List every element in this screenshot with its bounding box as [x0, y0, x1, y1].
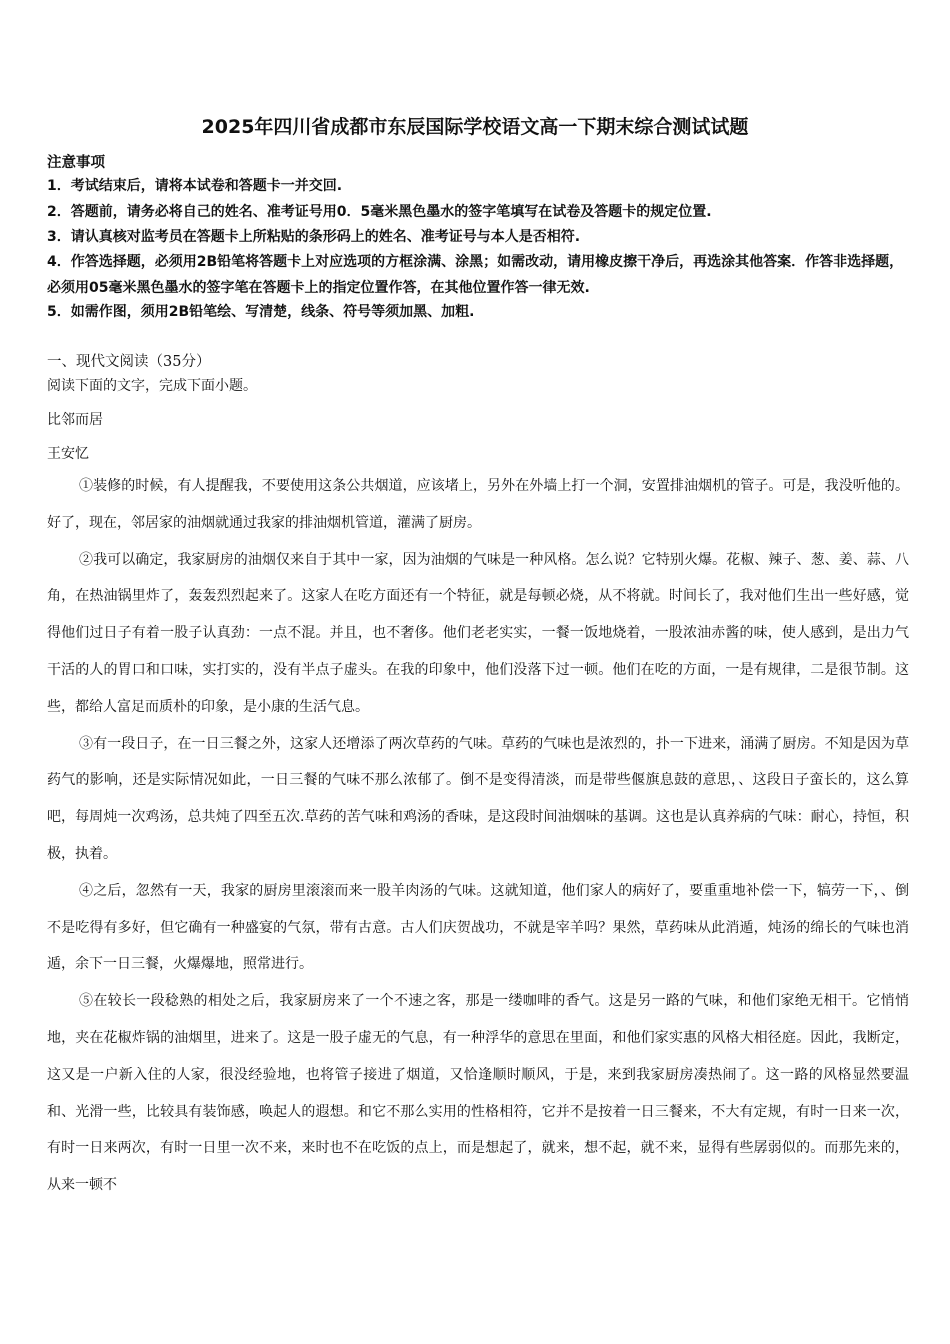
article-author: 王安忆	[47, 446, 89, 462]
notice-item-4: 4．作答选择题，必须用2B铅笔将答题卡上对应选项的方框涂满、涂黑；如需改动，请用橡皮擦干净后，再选涂其他答案．作答非选择题，必须用05毫米黑色墨水的签字笔在答题卡上的指定位置作答，在其他位置作答一律无效.	[47, 254, 904, 296]
article-title: 比邻而居	[47, 412, 103, 428]
reading-instruction: 阅读下面的文字，完成下面小题。	[47, 378, 257, 394]
notice-item-2: 2．答题前，请务必将自己的姓名、准考证号用0．5毫米黑色墨水的签字笔填写在试卷及答题卡的规定位置.	[47, 204, 712, 220]
notice-item-1: 1．考试结束后，请将本试卷和答题卡一并交回.	[47, 178, 343, 194]
notice-heading: 注意事项	[47, 155, 105, 171]
notice-item-5: 5．如需作图，须用2B铅笔绘、写清楚，线条、符号等须加黑、加粗.	[47, 304, 475, 320]
article-paragraph: ④之后，忽然有一天，我家的厨房里滚滚而来一股羊肉汤的气味。这就知道，他们家人的病好了，要重重地补偿一下，犒劳一下，、倒不是吃得有多好，但它确有一种盛宴的气氛，带有古意。古人们庆贺战功，不就是宰羊吗？果然，草药味从此消遁，炖汤的绵长的气味也消遁，余下一日三餐，火爆爆地，照常进行。	[47, 882, 909, 973]
section-heading: 一、现代文阅读（35分）	[47, 354, 211, 370]
article-paragraph: ③有一段日子，在一日三餐之外，这家人还增添了两次草药的气味。草药的气味也是浓烈的，扑一下进来，涌满了厨房。不知是因为草药气的影响，还是实际情况如此，一日三餐的气味不那么浓郁了。倒不是变得清淡，而是带些偃旗息鼓的意思，、这段日子蛮长的，这么算吧，每周炖一次鸡汤，总共炖了四至五次.草药的苦气味和鸡汤的香味，是这段时间油烟味的基调。这也是认真养病的气味：耐心，持恒，积极，执着。	[47, 735, 909, 862]
article-paragraph: ⑤在较长一段稔熟的相处之后，我家厨房来了一个不速之客，那是一缕咖啡的香气。这是另一路的气味，和他们家绝无相干。它悄悄地，夹在花椒炸锅的油烟里，进来了。这是一股子虚无的气息，有一种浮华的意思在里面，和他们家实惠的风格大相径庭。因此，我断定，这又是一户新入住的人家，很没经验地，也将管子接进了烟道，又恰逢顺时顺风，于是，来到我家厨房凑热闹了。这一路的风格显然要温和、光滑一些，比较具有装饰感，唤起人的遐想。和它不那么实用的性格相符，它并不是按着一日三餐来，不大有定规，有时一日来一次，有时一日来两次，有时一日里一次不来，来时也不在吃饭的点上，而是想起了，就来，想不起，就不来，显得有些孱弱似的。而那先来的，从来一顿不	[47, 993, 909, 1194]
article-paragraph: ①装修的时候，有人提醒我，不要使用这条公共烟道，应该堵上，另外在外墙上打一个洞，安置排油烟机的管子。可是，我没听他的。好了，现在，邻居家的油烟就通过我家的排油烟机管道，灌满了厨房。	[47, 478, 909, 531]
article-paragraph: ②我可以确定，我家厨房的油烟仅来自于其中一家，因为油烟的气味是一种风格。怎么说？它特别火爆。花椒、辣子、葱、姜、蒜、八角，在热油锅里炸了，轰轰烈烈起来了。这家人在吃方面还有一个特征，就是每顿必烧，从不将就。时间长了，我对他们生出一些好感，觉得他们过日子有着一股子认真劲：一点不混。并且，也不奢侈。他们老老实实，一餐一饭地烧着，一股浓油赤酱的味，使人感到，是出力气干活的人的胃口和口味，实打实的，没有半点子虚头。在我的印象中，他们没落下过一顿。他们在吃的方面，一是有规律，二是很节制。这些，都给人富足而质朴的印象，是小康的生活气息。	[47, 551, 909, 715]
notice-item-3: 3．请认真核对监考员在答题卡上所粘贴的条形码上的姓名、准考证号与本人是否相符.	[47, 229, 581, 245]
article-body	[47, 468, 909, 1204]
page-title: 2025年四川省成都市东辰国际学校语文高一下期末综合测试试题	[201, 116, 749, 138]
